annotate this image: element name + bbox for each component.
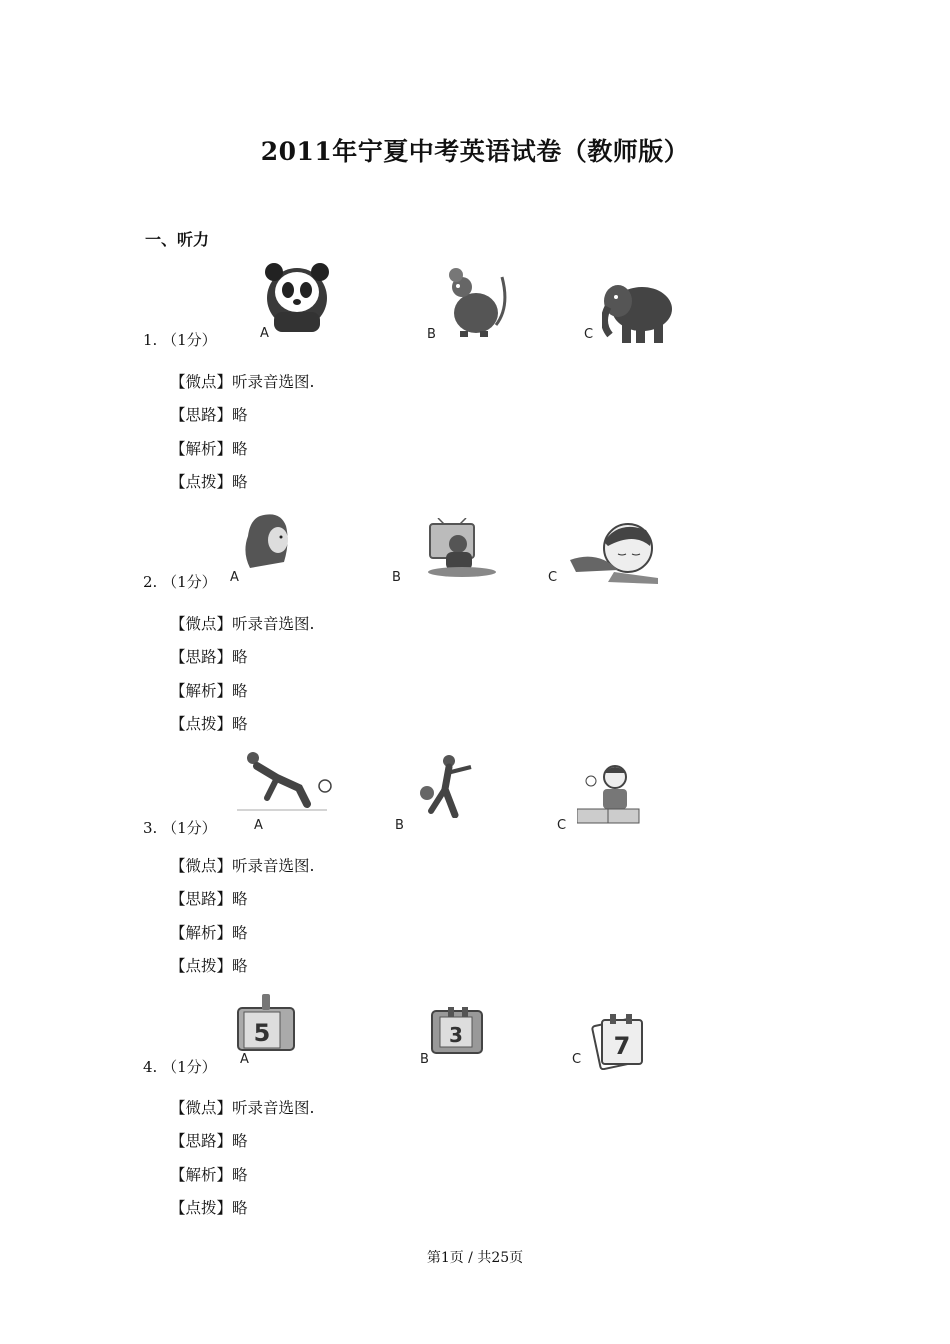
option-c[interactable] bbox=[582, 277, 682, 352]
question-score: （1分） bbox=[162, 1058, 217, 1076]
note-dianbo: 【点拨】略 bbox=[170, 1199, 248, 1217]
option-letter: C bbox=[572, 1052, 582, 1067]
note-jiexi: 【解析】略 bbox=[170, 440, 248, 458]
calendar-5-icon bbox=[232, 992, 302, 1054]
question-label bbox=[143, 817, 217, 838]
calendar-7-icon bbox=[588, 1012, 648, 1070]
option-b[interactable] bbox=[395, 753, 485, 838]
calendar-day: 7 bbox=[613, 1032, 631, 1060]
option-letter: B bbox=[420, 1052, 429, 1067]
note-silu: 【思路】略 bbox=[170, 1132, 248, 1150]
basketball-player-icon bbox=[415, 753, 480, 818]
note-weidian: 【微点】听录音选图. bbox=[170, 857, 315, 875]
question-number: 3. bbox=[143, 819, 158, 837]
question-number: 2. bbox=[143, 573, 158, 591]
question-label bbox=[143, 329, 217, 350]
option-b[interactable] bbox=[425, 267, 525, 352]
option-letter: A bbox=[254, 818, 263, 833]
option-a[interactable] bbox=[232, 262, 342, 347]
option-c[interactable] bbox=[572, 1012, 652, 1077]
question-3 bbox=[0, 748, 950, 988]
note-jiexi: 【解析】略 bbox=[170, 1166, 248, 1184]
option-b[interactable] bbox=[418, 1005, 498, 1075]
note-jiexi: 【解析】略 bbox=[170, 682, 248, 700]
watching-tv-icon bbox=[422, 518, 497, 578]
option-letter: C bbox=[584, 327, 594, 342]
section-heading: 一、听力 bbox=[145, 230, 210, 249]
option-a[interactable] bbox=[232, 748, 332, 838]
option-b[interactable] bbox=[392, 518, 502, 588]
note-weidian: 【微点】听录音选图. bbox=[170, 1099, 315, 1117]
note-silu: 【思路】略 bbox=[170, 406, 248, 424]
option-a[interactable] bbox=[230, 512, 310, 587]
option-letter: B bbox=[395, 818, 404, 833]
page-title: 2011年宁夏中考英语试卷（教师版） bbox=[260, 137, 690, 166]
question-number: 1. bbox=[143, 331, 158, 349]
option-letter: A bbox=[240, 1052, 249, 1067]
option-letter: B bbox=[427, 327, 436, 342]
question-score: （1分） bbox=[162, 819, 217, 837]
option-letter: C bbox=[548, 570, 558, 585]
note-weidian: 【微点】听录音选图. bbox=[170, 615, 315, 633]
calendar-day: 3 bbox=[449, 1023, 463, 1047]
calendar-day: 5 bbox=[253, 1019, 271, 1047]
question-score: （1分） bbox=[162, 573, 217, 591]
note-dianbo: 【点拨】略 bbox=[170, 957, 248, 975]
sleepy-child-icon bbox=[568, 520, 663, 586]
football-player-icon bbox=[237, 748, 332, 814]
option-c[interactable] bbox=[548, 520, 668, 590]
question-number: 4. bbox=[143, 1058, 158, 1076]
option-letter: A bbox=[230, 570, 239, 585]
panda-icon bbox=[262, 262, 332, 334]
question-1 bbox=[0, 262, 950, 502]
page-footer: 第1页 / 共25页 bbox=[426, 1250, 524, 1266]
note-silu: 【思路】略 bbox=[170, 648, 248, 666]
mouse-icon bbox=[440, 267, 510, 339]
question-score: （1分） bbox=[162, 331, 217, 349]
option-a[interactable] bbox=[232, 992, 312, 1072]
question-4 bbox=[0, 990, 950, 1230]
question-2 bbox=[0, 510, 950, 750]
note-dianbo: 【点拨】略 bbox=[170, 715, 248, 733]
note-silu: 【思路】略 bbox=[170, 890, 248, 908]
option-c[interactable] bbox=[557, 763, 647, 838]
option-letter: C bbox=[557, 818, 567, 833]
option-letter: A bbox=[260, 326, 269, 341]
note-weidian: 【微点】听录音选图. bbox=[170, 373, 315, 391]
note-jiexi: 【解析】略 bbox=[170, 924, 248, 942]
ping-pong-player-icon bbox=[577, 763, 642, 828]
calendar-3-icon bbox=[426, 1005, 491, 1060]
note-dianbo: 【点拨】略 bbox=[170, 473, 248, 491]
question-label bbox=[143, 1056, 217, 1077]
girl-hair-icon bbox=[240, 512, 300, 570]
elephant-icon bbox=[602, 277, 677, 345]
option-letter: B bbox=[392, 570, 401, 585]
question-label bbox=[143, 571, 217, 592]
